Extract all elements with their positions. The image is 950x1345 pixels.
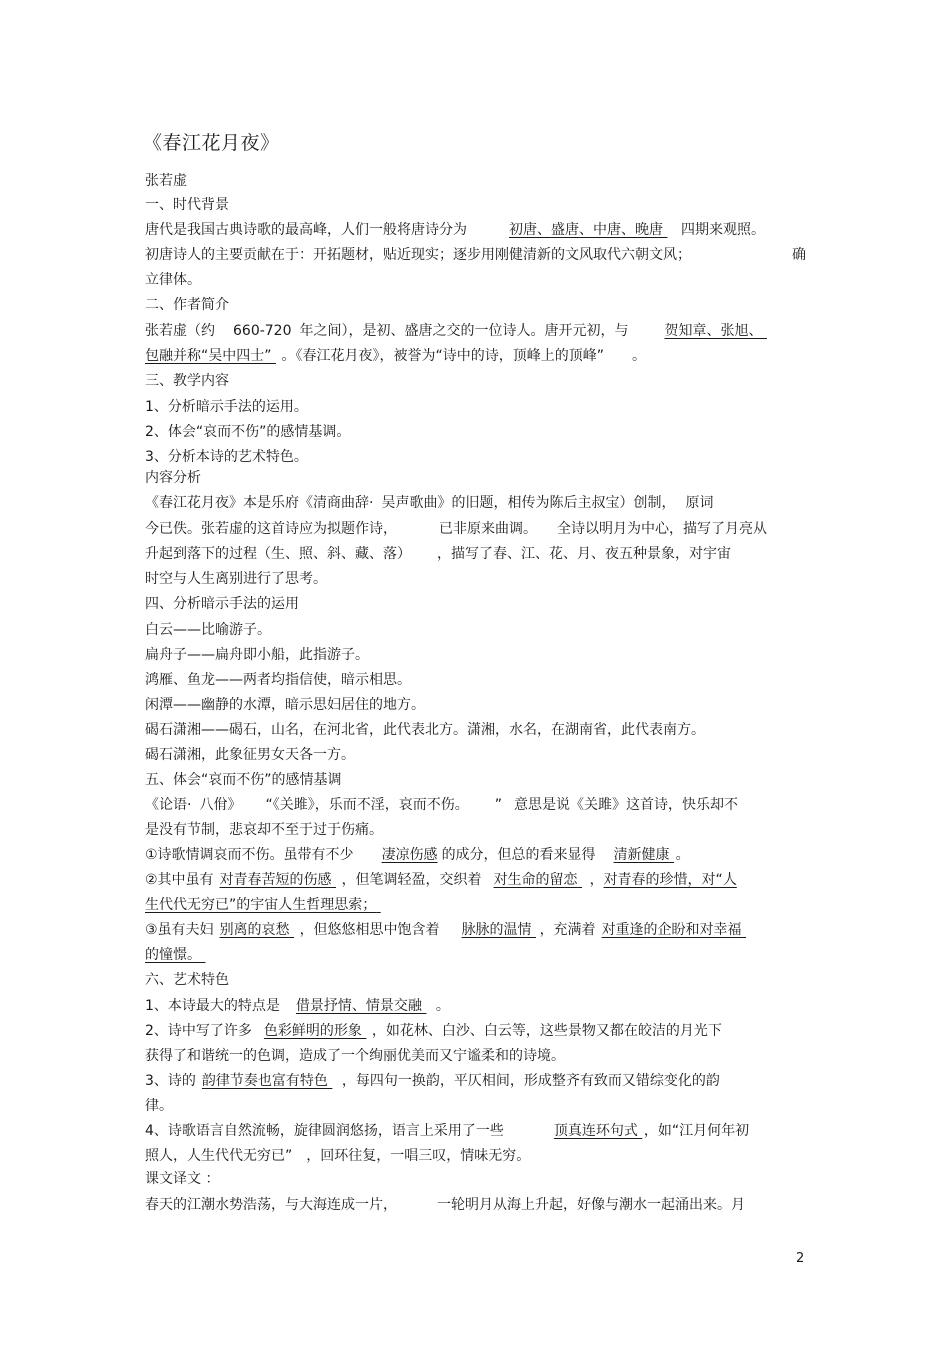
text-span: 照人，人生代代无穷已” xyxy=(145,1148,293,1164)
list-item: 碣石潇湘，此象征男女天各一方。 xyxy=(145,747,355,763)
text-span: 确 xyxy=(792,247,806,263)
text-span: 《论语· xyxy=(145,797,192,813)
text-span: 春天的江潮水势浩荡，与大海连成一片， xyxy=(145,1197,397,1213)
paragraph-line: 立律体。 xyxy=(145,272,201,288)
fill-in-answer: 贺知章、张旭、 xyxy=(664,323,763,339)
text-span: ， xyxy=(589,872,604,888)
text-span: 。 xyxy=(632,348,647,364)
text-span: 原词 xyxy=(685,495,714,511)
fill-in-answer: 对重逢的企盼和对幸福 xyxy=(601,922,742,938)
text-span: 4、诗歌语言自然流畅，旋律圆润悠扬，语言上采用了一些 xyxy=(145,1123,504,1139)
fill-in-answer: 脉脉的温情 xyxy=(461,922,532,938)
text-span: 张若虚（约 xyxy=(145,323,215,339)
paragraph-line xyxy=(145,996,450,1016)
fill-in-answer: 凄凉伤感 xyxy=(381,847,438,863)
text-span: 唐代是我国古典诗歌的最高峰，人们一般将唐诗分为 xyxy=(145,222,467,238)
subheading-translation: 课文译文 ： xyxy=(145,1171,220,1187)
fill-in-answer: 清新健康 xyxy=(613,847,670,863)
list-item: 1、分析暗示手法的运用。 xyxy=(145,399,308,415)
fill-in-answer: 对生命的留恋 xyxy=(493,872,578,888)
section-heading-art: 六、艺术特色 xyxy=(145,972,229,988)
text-span: 吴声歌曲》的旧题，相传为陈后主叔宝）创制， xyxy=(381,495,676,511)
fill-in-answer: 韵律节奏也富有特色 xyxy=(201,1073,328,1089)
text-span: ①诗歌情调哀而不伤。虽带有不少 xyxy=(145,847,354,863)
list-item: 扁舟子——扁舟即小船，此指游子。 xyxy=(145,647,369,663)
paragraph-line: 获得了和谐统一的色调，造成了一个绚丽优美而又宁谧柔和的诗境。 xyxy=(145,1048,565,1064)
text-span: ，但笔调轻盈，交织着 xyxy=(341,872,482,888)
paragraph-line xyxy=(145,1071,720,1091)
text-span: 全诗以明月为中心，描写了月亮从 xyxy=(557,521,767,537)
fill-in-answer: 借景抒情、情景交融 xyxy=(295,998,422,1014)
list-item: 白云——比喻游子。 xyxy=(145,622,271,638)
fill-in-answer: 顶真连环句式 xyxy=(553,1123,638,1139)
text-span: ，如“江月何年初 xyxy=(643,1123,750,1139)
section-heading-background: 一、时代背景 xyxy=(145,197,229,213)
text-span: ” xyxy=(494,797,502,813)
text-span: ，充满着 xyxy=(539,922,596,938)
subheading-content-analysis: 内容分析 xyxy=(145,470,201,486)
text-span: 一轮明月从海上升起，好像与潮水一起涌出来。月 xyxy=(437,1197,745,1213)
list-item: 碣石潇湘——碣石，山名，在河北省，此代表北方。潇湘，水名，在湖南省，此代表南方。 xyxy=(145,722,705,738)
text-span: ③虽有夫妇 xyxy=(145,922,214,938)
section-heading-author: 二、作者简介 xyxy=(145,297,229,313)
text-span: 3、诗的 xyxy=(145,1073,196,1089)
paragraph-line xyxy=(145,945,211,965)
text-span: 1、本诗最大的特点是 xyxy=(145,998,280,1014)
author-name: 张若虚 xyxy=(145,173,187,189)
paragraph-line xyxy=(145,1195,745,1215)
text-span: 初唐诗人的主要贡献在于：开拓题材，贴近现实；逐步用刚健清新的文风取代六朝文风； xyxy=(145,247,691,263)
paragraph-line xyxy=(145,795,738,815)
list-item: 3、分析本诗的艺术特色。 xyxy=(145,449,308,465)
text-span: ，但悠悠相思中饱含着 xyxy=(299,922,440,938)
paragraph-line xyxy=(145,544,731,564)
paragraph-line xyxy=(145,920,756,940)
list-item: 闲潭——幽静的水潭，暗示思妇居住的地方。 xyxy=(145,697,425,713)
section-heading-hints: 四、分析暗示手法的运用 xyxy=(145,596,299,612)
text-span: 2、诗中写了许多 xyxy=(145,1023,252,1039)
text-span: 660-720 xyxy=(233,323,292,339)
fill-in-answer: 色彩鲜明的形象 xyxy=(263,1023,362,1039)
fill-in-answer: 对青春的珍惜，对“人 xyxy=(603,872,737,888)
text-span: 已非原来曲调。 xyxy=(439,521,537,537)
fill-in-answer: 生代代无穷已”的宇宙人生哲理思索； xyxy=(145,897,377,913)
text-span: 。 xyxy=(435,998,450,1014)
text-span: ，回环往复，一唱三叹，情味无穷。 xyxy=(306,1148,531,1164)
paragraph-line: 律。 xyxy=(145,1098,173,1114)
text-span: 年之间），是初、盛唐之交的一位诗人。唐开元初，与 xyxy=(299,323,629,339)
text-span: 八佾》 xyxy=(199,797,242,813)
paragraph-line xyxy=(145,220,765,240)
fill-in-answer: 的憧憬。 xyxy=(145,947,201,963)
paragraph-line: 时空与人生离别进行了思考。 xyxy=(145,571,327,587)
paragraph-line xyxy=(145,1121,749,1141)
fill-in-answer: 包融并称“吴中四士” xyxy=(145,348,272,364)
paragraph-line xyxy=(145,245,806,265)
paragraph-line xyxy=(145,1146,530,1166)
text-span: 的成分，但总的看来显得 xyxy=(441,847,596,863)
text-span: ②其中虽有 xyxy=(145,872,214,888)
list-item: 鸿雁、鱼龙——两者均指信使，暗示相思。 xyxy=(145,672,411,688)
text-span: 。《春江花月夜》，被誉为“诗中的诗，顶峰上的顶峰” xyxy=(281,348,605,364)
fill-in-answer: 别离的哀愁 xyxy=(219,922,290,938)
section-heading-tone: 五、体会“哀而不伤”的感情基调 xyxy=(145,772,342,788)
text-span: 。 xyxy=(675,847,690,863)
text-span: 今已佚。张若虚的这首诗应为拟题作诗， xyxy=(145,521,397,537)
fill-in-answer: 初唐、盛唐、中唐、晚唐 xyxy=(509,222,663,238)
text-span: 《春江花月夜》本是乐府《清商曲辞· xyxy=(145,495,374,511)
text-span: ，每四句一换韵，平仄相间，形成整齐有致而又错综变化的韵 xyxy=(341,1073,720,1089)
paragraph-line xyxy=(145,1021,722,1041)
paragraph-line xyxy=(145,845,690,865)
text-span: “《关雎》，乐而不淫，哀而不伤。 xyxy=(265,797,469,813)
paragraph-line: 是没有节制，悲哀却不至于过于伤痛。 xyxy=(145,822,383,838)
paragraph-line xyxy=(145,895,406,915)
section-heading-teaching: 三、教学内容 xyxy=(145,373,229,389)
list-item: 2、体会“哀而不伤”的感情基调。 xyxy=(145,424,351,440)
paragraph-line xyxy=(145,870,737,890)
fill-in-answer: 对青春苦短的伤感 xyxy=(219,872,332,888)
paragraph-line xyxy=(145,519,767,539)
text-span: 升起到落下的过程（生、照、斜、藏、落） xyxy=(145,546,411,562)
text-span: ，如花林、白沙、白云等，这些景物又都在皎洁的月光下 xyxy=(371,1023,722,1039)
page-number: 2 xyxy=(796,1251,805,1266)
page-title: 《春江花月夜》 xyxy=(143,132,280,154)
text-span: ，描写了春、江、花、月、夜五种景象，对宇宙 xyxy=(437,546,731,562)
paragraph-line xyxy=(145,493,713,513)
paragraph-line xyxy=(145,321,773,341)
text-span: 四期来观照。 xyxy=(681,222,765,238)
paragraph-line xyxy=(145,346,646,366)
text-span: 意思是说《关雎》这首诗，快乐却不 xyxy=(513,797,738,813)
